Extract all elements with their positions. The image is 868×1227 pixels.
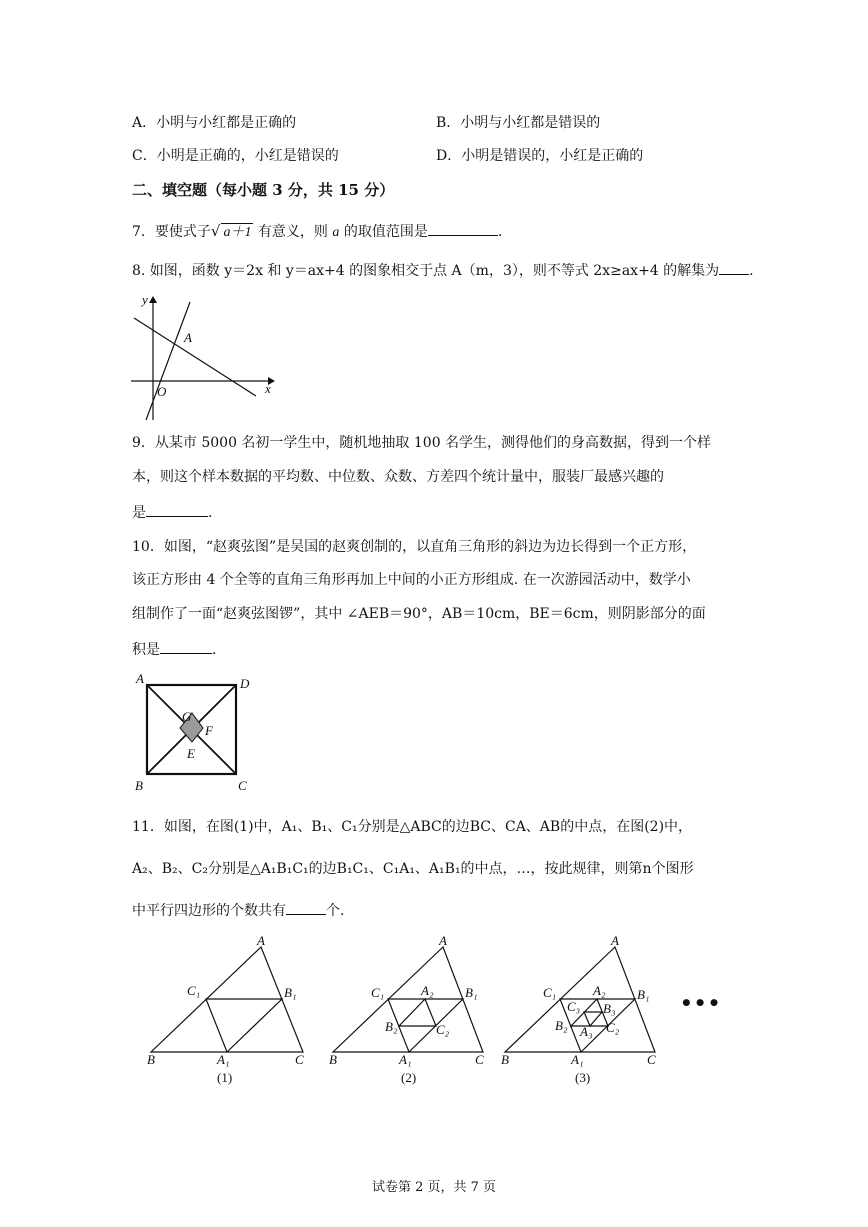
fig1-label-c: C [295,1052,304,1067]
q7-text-3: 的取值范围是 [343,224,428,240]
fig3-label-a: A [611,933,619,948]
fig2-caption: (2) [401,1070,417,1085]
section-title: 二、填空题（每小题 3 分，共 15 分） [132,181,395,199]
q10-line-1: 10．如图，“赵爽弦图”是吴国的赵爽创制的，以直角三角形的斜边为边长得到一个正方形， [132,539,697,555]
fig3-label-b3: B₃ [603,1001,616,1016]
q8-end: . [749,263,754,279]
fig3-label-a3: A₃ [580,1024,593,1039]
fig3-label-a2: A₂ [593,983,606,998]
triangle-a2b2c2 [399,999,436,1026]
fig2-label-c: C [475,1052,484,1067]
q7-text-2: 有意义，则 [257,224,328,240]
vertex-b-label: B [135,778,143,793]
q10-line-2: 该正方形由 4 个全等的直角三角形再加上中间的小正方形组成. 在一次游园活动中，数学小 [132,572,691,588]
q11-line-3: 中平行四边形的个数共有 [132,903,286,919]
fig2-label-a2: A₂ [421,983,434,998]
q7-number: 7． [132,224,155,240]
fig1-label-a: A [257,933,265,948]
q10-line-3: 组制作了一面“赵爽弦图锣”，其中 ∠AEB＝90°，AB＝10cm，BE＝6cm，则阴影部分的面 [132,606,706,622]
q9-answer-blank [146,502,208,517]
y-arrow-icon [149,296,157,303]
x-label: x [265,381,271,396]
fig3-label-b1: B₁ [637,987,650,1002]
vertex-c-label: C [238,778,247,793]
question-7 [132,221,502,242]
q9-line-2: 本，则这个样本数据的平均数、中位数、众数、方差四个统计量中，服装厂最感兴趣的 [132,469,664,485]
q11-figure-1 [143,933,318,1087]
fig1-label-b: B [147,1052,155,1067]
q11-line-1: 11．如图，在图(1)中，A₁、B₁、C₁分别是△ABC的边BC、CA、AB的中点，在图(2)中， [132,819,693,835]
q11-end: 个. [326,903,345,919]
vertex-a-label: A [136,671,144,686]
q9-end: . [208,505,213,521]
q8-answer-blank [719,260,749,275]
line-y-ax4 [134,318,256,396]
q9-line-1: 9．从某市 5000 名初一学生中，随机地抽取 100 名学生，测得他们的身高数据，得到一个样 [132,435,712,451]
question-10-end [132,639,216,659]
vertex-d-label: D [240,676,250,691]
y-label: y [142,292,148,307]
sqrt-icon: √ [210,222,221,240]
fig3-label-c3: C₃ [567,999,581,1014]
fig3-label-c: C [647,1052,656,1067]
option-a: A．小明与小红都是正确的 [132,115,297,131]
fig3-label-c1: C₁ [543,985,557,1000]
fig2-label-b2: B₂ [385,1019,398,1034]
fig2-label-c1: C₁ [371,985,385,1000]
question-9-end [132,502,212,522]
q7-end: . [497,224,503,240]
option-d: D．小明是错误的，小红是正确的 [436,148,644,164]
page-footer: 试卷第 2 页，共 7 页 [371,1180,497,1195]
q8-figure [128,292,278,422]
q10-line-4: 积是 [132,642,160,658]
fig1-label-a1: A₁ [217,1052,230,1067]
option-b: B．小明与小红都是错误的 [436,115,601,131]
fig1-caption: (1) [217,1070,233,1085]
q8-text: 8. 如图，函数 y＝2x 和 y＝ax+4 的图象相交于点 A（m，3），则不等式 2x≥ax+4 的解集为 [132,263,720,279]
q10-end: . [212,642,217,658]
point-a-label: A [184,330,192,345]
fig2-label-b1: B₁ [465,985,478,1000]
q11-figure-2 [325,933,500,1087]
fig2-label-a: A [439,933,447,948]
origin-label: O [157,384,167,399]
fig3-label-b2: B₂ [555,1018,568,1033]
q9-line-3: 是 [132,505,146,521]
fig2-label-c2: C₂ [436,1022,450,1037]
q11-answer-blank [286,900,326,915]
fig2-label-b: B [329,1052,337,1067]
q11-line-2: A₂、B₂、C₂分别是△A₁B₁C₁的边B₁C₁、C₁A₁、A₁B₁的中点，…，按此规律，则第n个图形 [132,861,694,877]
q7-radicand: a＋1 [223,225,252,240]
q7-text-1: 要使式子 [154,224,211,240]
point-f-label: F [205,723,213,738]
q11-figure-3 [497,933,672,1087]
ellipsis-icon: ••• [680,991,722,1015]
fig3-label-b: B [501,1052,509,1067]
q10-answer-blank [160,639,212,654]
triangle-a1b1c1 [206,999,282,1052]
question-11-end [132,900,344,920]
fig1-label-c1: C₁ [187,983,201,998]
fig3-label-c2: C₂ [606,1020,620,1035]
q10-figure [130,668,270,798]
q7-var: a [332,225,340,240]
point-g-label: G [182,709,192,724]
fig3-label-a1: A₁ [571,1052,584,1067]
fig2-label-a1: A₁ [399,1052,412,1067]
point-e-label: E [187,746,195,761]
option-c: C．小明是正确的，小红是错误的 [132,148,339,164]
fig1-label-b1: B₁ [284,985,297,1000]
question-8 [132,260,754,280]
fig3-caption: (3) [575,1070,591,1085]
q7-answer-blank [428,221,498,236]
